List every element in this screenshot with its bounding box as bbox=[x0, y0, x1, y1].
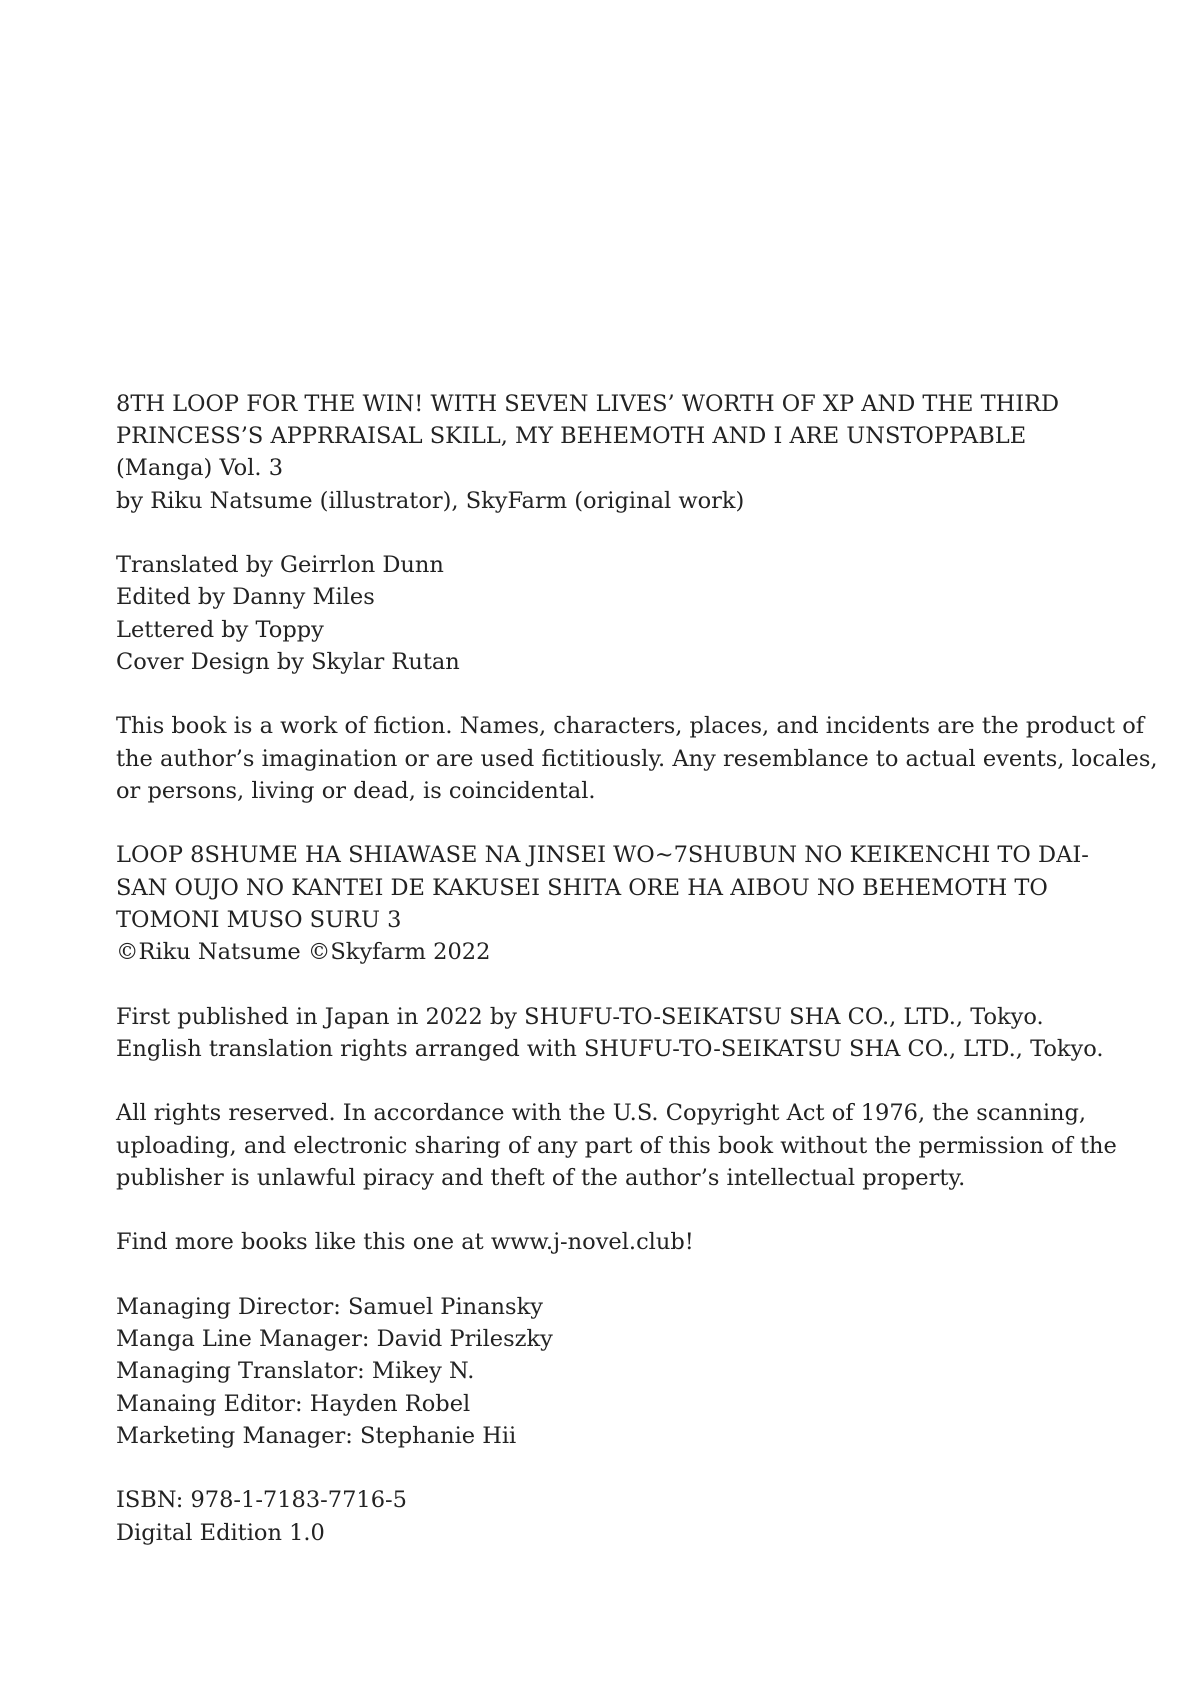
staff-line: Marketing Manager: Stephanie Hii bbox=[116, 1422, 517, 1449]
title-line: 8TH LOOP FOR THE WIN! WITH SEVEN LIVES’ WORTH OF XP AND THE THIRD bbox=[116, 391, 1060, 417]
rights-block bbox=[116, 1097, 1116, 1194]
fiction-notice-line: This book is a work of fiction. Names, characters, places, and incidents are the product of bbox=[116, 713, 1145, 740]
cover-design-credit: Cover Design by Skylar Rutan bbox=[116, 648, 460, 675]
original-title-line: TOMONI MUSO SURU 3 bbox=[116, 906, 402, 933]
isbn-line: ISBN: 978-1-7183-7716-5 bbox=[116, 1487, 407, 1514]
website-block bbox=[116, 1226, 1116, 1258]
translator-credit: Translated by Geirrlon Dunn bbox=[116, 552, 444, 579]
fiction-notice-line: or persons, living or dead, is coincidental. bbox=[116, 777, 596, 804]
original-title-line: SAN OUJO NO KANTEI DE KAKUSEI SHITA ORE HA AIBOU NO BEHEMOTH TO bbox=[116, 874, 1048, 901]
copyright-line: ©Riku Natsume ©Skyfarm 2022 bbox=[116, 939, 491, 966]
publication-line: First published in Japan in 2022 by SHUFU-TO-SEIKATSU SHA CO., LTD., Tokyo. bbox=[116, 1003, 1044, 1030]
isbn-block bbox=[116, 1484, 1116, 1548]
volume-line: (Manga) Vol. 3 bbox=[116, 455, 284, 482]
publication-block bbox=[116, 1001, 1116, 1065]
rights-line: All rights reserved. In accordance with the U.S. Copyright Act of 1976, the scanning, bbox=[116, 1100, 1087, 1127]
fiction-notice bbox=[116, 710, 1158, 807]
rights-line: publisher is unlawful piracy and theft of the author’s intellectual property. bbox=[116, 1164, 966, 1191]
fiction-notice-line: the author’s imagination or are used fictitiously. Any resemblance to actual events, locales, bbox=[116, 745, 1158, 772]
edition-line: Digital Edition 1.0 bbox=[116, 1519, 325, 1546]
staff-line: Managing Translator: Mikey N. bbox=[116, 1358, 475, 1385]
credits-block bbox=[116, 549, 1116, 678]
staff-line: Manaing Editor: Hayden Robel bbox=[116, 1390, 471, 1417]
editor-credit: Edited by Danny Miles bbox=[116, 584, 375, 611]
staff-block bbox=[116, 1291, 1116, 1452]
letterer-credit: Lettered by Toppy bbox=[116, 616, 324, 643]
copyright-content bbox=[116, 388, 1158, 1581]
title-block bbox=[116, 388, 1116, 517]
authors-line: by Riku Natsume (illustrator), SkyFarm (original work) bbox=[116, 487, 745, 514]
original-title-block bbox=[116, 839, 1116, 968]
publication-line: English translation rights arranged with SHUFU-TO-SEIKATSU SHA CO., LTD., Tokyo. bbox=[116, 1035, 1104, 1062]
staff-line: Manga Line Manager: David Prileszky bbox=[116, 1326, 553, 1353]
title-line: PRINCESS’S APPRRAISAL SKILL, MY BEHEMOTH AND I ARE UNSTOPPABLE bbox=[116, 423, 1027, 450]
original-title-line: LOOP 8SHUME HA SHIAWASE NA JINSEI WO~7SHUBUN NO KEIKENCHI TO DAI- bbox=[116, 842, 1089, 869]
website-line: Find more books like this one at www.j-novel.club! bbox=[116, 1229, 694, 1256]
staff-line: Managing Director: Samuel Pinansky bbox=[116, 1294, 543, 1320]
rights-line: uploading, and electronic sharing of any part of this book without the permission of the bbox=[116, 1132, 1117, 1159]
